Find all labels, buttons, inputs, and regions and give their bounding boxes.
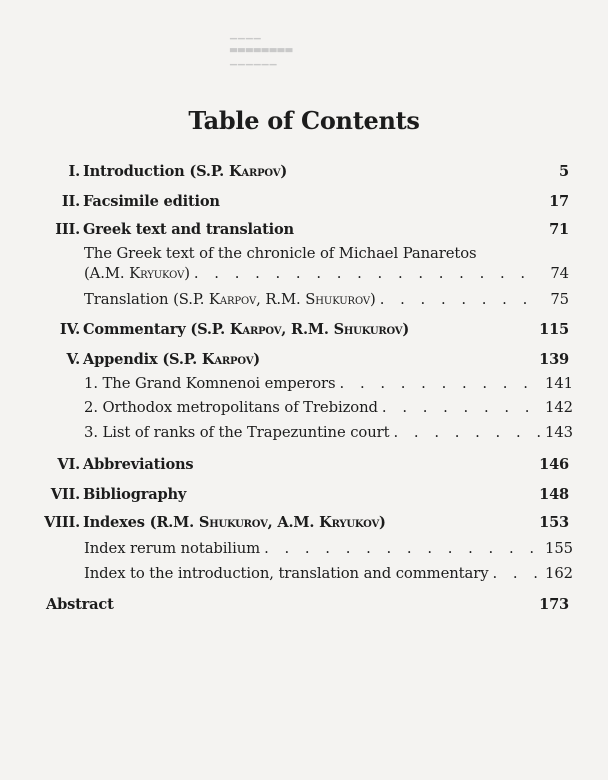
toc-entry-number: VII.: [50, 486, 80, 503]
toc-subentry-index-introduction[interactable]: [84, 564, 573, 584]
toc-page-number: 143: [545, 424, 573, 441]
toc-entry-title: Appendix (S.P. Karpov): [83, 351, 260, 368]
toc-page-number: 153: [539, 514, 569, 531]
toc-subentry-index-rerum[interactable]: [84, 539, 573, 559]
toc-leader-dots: [340, 374, 541, 394]
toc-page-number: 142: [545, 399, 573, 416]
toc-leader-dots: [380, 290, 541, 310]
toc-leader-dots: [194, 264, 541, 284]
toc-entry-abstract[interactable]: [46, 595, 569, 615]
toc-page-number: 141: [545, 375, 573, 392]
page-title: Table of Contents: [188, 106, 420, 135]
toc-page-number: 173: [539, 596, 569, 613]
toc-entry-title: Bibliography: [83, 486, 187, 503]
toc-entry-number: III.: [55, 221, 80, 238]
toc-entry-number: VIII.: [44, 514, 80, 531]
toc-entry-title: (A.M. Kryukov): [84, 265, 190, 282]
toc-subentry-emperors[interactable]: [84, 374, 573, 394]
toc-entry-bibliography[interactable]: [50, 485, 569, 505]
toc-page-number: 146: [539, 456, 569, 473]
toc-subentry-ranks[interactable]: [84, 423, 573, 443]
toc-entry-number: II.: [61, 193, 80, 210]
toc-entry-title: Introduction (S.P. Karpov): [83, 163, 288, 180]
toc-entry-title: 1. The Grand Komnenoi emperors: [84, 375, 336, 392]
toc-subentry-metropolitans[interactable]: [84, 398, 573, 418]
toc-entry-title: Facsimile edition: [83, 193, 220, 210]
toc-entry-number: I.: [68, 163, 80, 180]
toc-page-number: 139: [539, 351, 569, 368]
toc-page-number: 74: [550, 265, 569, 282]
toc-entry-indexes[interactable]: [42, 513, 569, 533]
toc-entry-commentary[interactable]: [50, 320, 569, 340]
toc-page-number: 162: [545, 565, 573, 582]
toc-entry-greek-text[interactable]: [50, 220, 569, 240]
toc-entry-title: Index to the introduction, translation and commentary: [84, 565, 489, 582]
toc-entry-title: Commentary (S.P. Karpov, R.M. Shukurov): [83, 321, 410, 338]
toc-subentry-translation[interactable]: [84, 290, 569, 310]
toc-entry-number: IV.: [59, 321, 80, 338]
toc-subentry-greek-text[interactable]: [84, 264, 569, 284]
toc-entry-introduction[interactable]: [58, 162, 569, 182]
toc-entry-title: 3. List of ranks of the Trapezuntine court: [84, 424, 390, 441]
toc-entry-title: Greek text and translation: [83, 221, 294, 238]
toc-entry-title: Translation (S.P. Karpov, R.M. Shukurov): [84, 291, 376, 308]
toc-leader-dots: [492, 564, 541, 584]
bleed-through-text: ▁▁▁▁ ▃▃▃▃▃▃▃▃ ▁▁▁▁▁▁: [230, 30, 294, 66]
toc-entry-title: Abstract: [46, 596, 114, 613]
toc-subentry-greek-text-line1: The Greek text of the chronicle of Michael Panaretos: [84, 245, 477, 262]
toc-leader-dots: [382, 398, 541, 418]
toc-entry-number: V.: [66, 351, 80, 368]
toc-entry-facsimile[interactable]: [58, 192, 569, 212]
toc-entry-number: VI.: [57, 456, 80, 473]
toc-page-number: 17: [549, 193, 569, 210]
toc-entry-title: Indexes (R.M. Shukurov, A.M. Kryukov): [83, 514, 386, 531]
toc-page-number: 115: [539, 321, 569, 338]
toc-entry-title: 2. Orthodox metropolitans of Trebizond: [84, 399, 378, 416]
toc-page-number: 71: [549, 221, 569, 238]
toc-entry-abbreviations[interactable]: [50, 455, 569, 475]
toc-leader-dots: [264, 539, 541, 559]
toc-page-number: 5: [559, 163, 569, 180]
toc-page-number: 155: [545, 540, 573, 557]
toc-entry-title: Index rerum notabilium: [84, 540, 261, 557]
toc-page-number: 148: [539, 486, 569, 503]
toc-page-number: 75: [550, 291, 569, 308]
toc-leader-dots: [394, 423, 542, 443]
toc-entry-appendix[interactable]: [58, 350, 569, 370]
toc-entry-title: Abbreviations: [83, 456, 194, 473]
